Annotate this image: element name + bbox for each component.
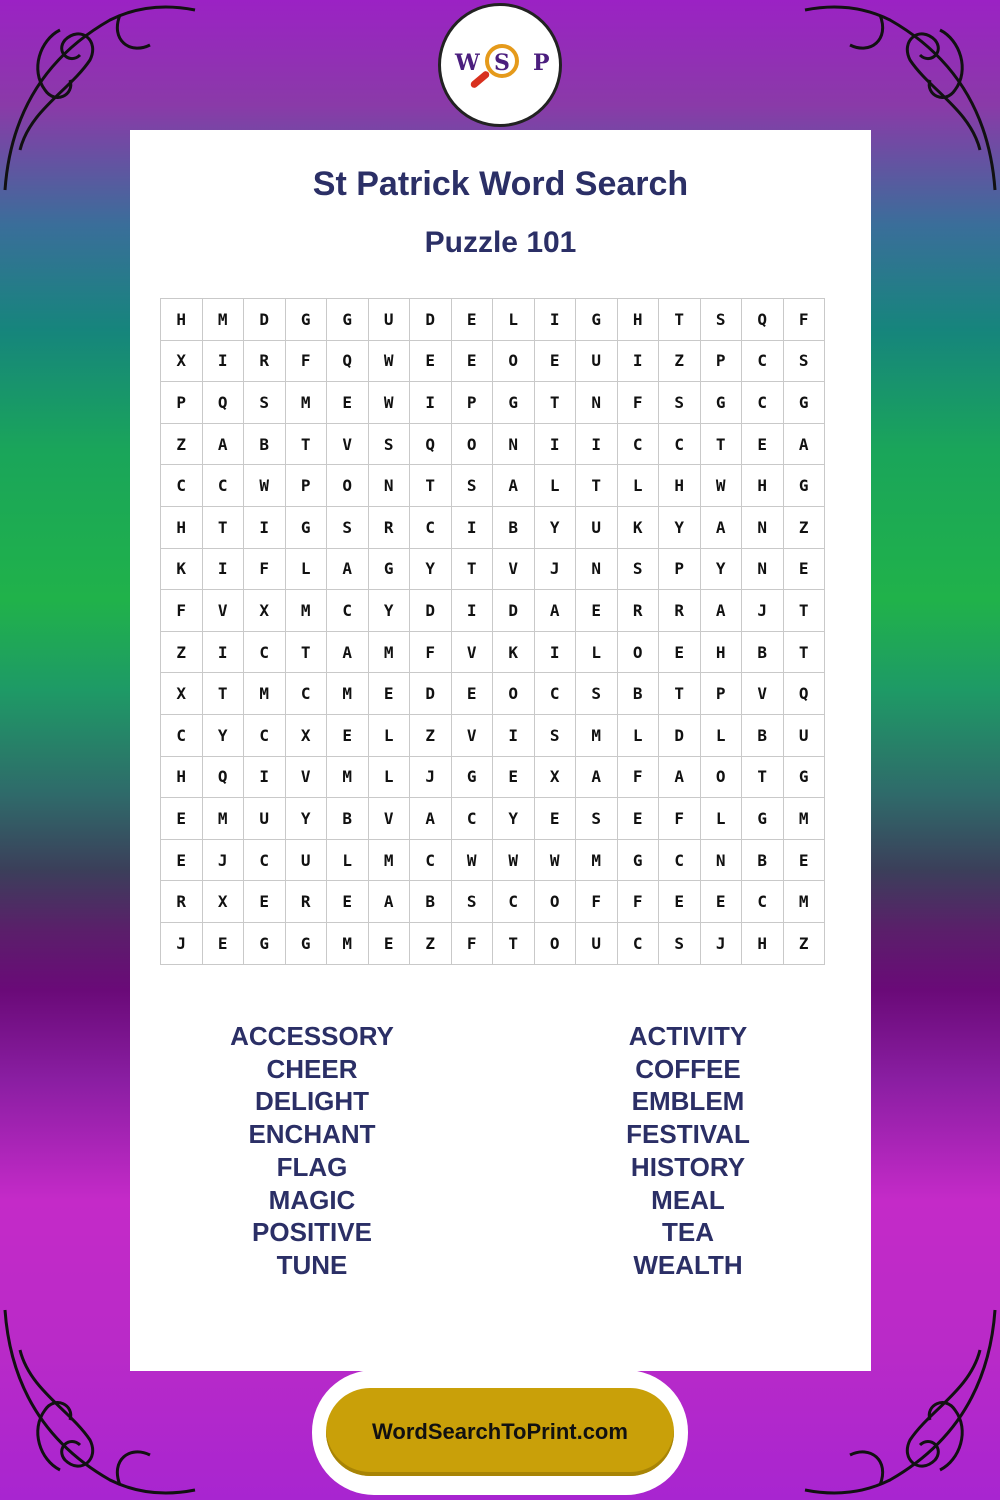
grid-cell[interactable]: X (161, 340, 203, 382)
word-list-item: FESTIVAL (626, 1119, 750, 1150)
grid-cell[interactable]: D (659, 714, 701, 756)
logo-letter-p: P (533, 50, 550, 76)
grid-cell[interactable]: Y (202, 714, 244, 756)
grid-cell[interactable]: A (576, 756, 618, 798)
word-list-item: POSITIVE (252, 1217, 372, 1248)
grid-cell[interactable]: M (576, 839, 618, 881)
word-list-item: TEA (662, 1217, 714, 1248)
grid-cell[interactable]: B (742, 714, 784, 756)
grid-cell[interactable]: S (327, 506, 369, 548)
grid-cell[interactable]: G (700, 382, 742, 424)
grid-cell[interactable]: Z (410, 922, 452, 964)
grid-cell[interactable]: B (410, 881, 452, 923)
grid-cell[interactable]: E (576, 590, 618, 632)
grid-cell[interactable]: E (368, 673, 410, 715)
grid-row (161, 922, 825, 964)
grid-cell[interactable]: M (368, 631, 410, 673)
grid-cell[interactable]: C (244, 714, 286, 756)
grid-cell[interactable]: O (493, 340, 535, 382)
website-link-button[interactable]: WordSearchToPrint.com (326, 1388, 674, 1476)
grid-cell[interactable]: T (285, 423, 327, 465)
grid-cell[interactable]: R (161, 881, 203, 923)
grid-cell[interactable]: N (576, 382, 618, 424)
grid-cell[interactable]: Q (202, 382, 244, 424)
grid-cell[interactable]: P (700, 673, 742, 715)
grid-cell[interactable]: R (659, 590, 701, 632)
grid-cell[interactable]: A (659, 756, 701, 798)
grid-cell[interactable]: U (783, 714, 825, 756)
grid-cell[interactable]: M (327, 922, 369, 964)
grid-cell[interactable]: Y (700, 548, 742, 590)
grid-cell[interactable]: G (285, 922, 327, 964)
grid-cell[interactable]: J (742, 590, 784, 632)
grid-cell[interactable]: D (244, 299, 286, 341)
grid-cell[interactable]: I (534, 299, 576, 341)
grid-cell[interactable]: T (783, 631, 825, 673)
grid-cell[interactable]: A (368, 881, 410, 923)
grid-cell[interactable]: D (493, 590, 535, 632)
grid-cell[interactable]: O (700, 756, 742, 798)
grid-cell[interactable]: X (161, 673, 203, 715)
grid-row (161, 299, 825, 341)
grid-cell[interactable]: S (244, 382, 286, 424)
word-list-item: TUNE (276, 1249, 348, 1280)
grid-cell[interactable]: Z (659, 340, 701, 382)
grid-cell[interactable]: S (576, 798, 618, 840)
grid-row (161, 423, 825, 465)
grid-cell[interactable]: L (285, 548, 327, 590)
grid-cell[interactable]: S (451, 465, 493, 507)
grid-cell[interactable]: E (161, 839, 203, 881)
grid-row (161, 839, 825, 881)
grid-cell[interactable]: X (534, 756, 576, 798)
grid-row (161, 756, 825, 798)
grid-cell[interactable]: G (285, 299, 327, 341)
grid-row (161, 714, 825, 756)
grid-cell[interactable]: I (493, 714, 535, 756)
grid-row (161, 673, 825, 715)
grid-cell[interactable]: M (327, 673, 369, 715)
grid-cell[interactable]: C (659, 423, 701, 465)
grid-cell[interactable]: J (410, 756, 452, 798)
grid-cell[interactable]: C (742, 881, 784, 923)
word-list-item: WEALTH (633, 1249, 743, 1280)
grid-cell[interactable]: F (617, 881, 659, 923)
grid-cell[interactable]: T (576, 465, 618, 507)
grid-cell[interactable]: H (742, 922, 784, 964)
grid-cell[interactable]: U (244, 798, 286, 840)
word-list-right (538, 1020, 838, 1282)
grid-cell[interactable]: I (244, 756, 286, 798)
grid-cell[interactable]: E (161, 798, 203, 840)
grid-cell[interactable]: I (534, 631, 576, 673)
grid-cell[interactable]: O (327, 465, 369, 507)
logo-letter-w: W (455, 50, 480, 76)
word-list-item: ACTIVITY (628, 1021, 748, 1051)
grid-cell[interactable]: K (493, 631, 535, 673)
grid-cell[interactable]: I (410, 382, 452, 424)
grid-cell[interactable]: P (451, 382, 493, 424)
word-list-item: CHEER (266, 1053, 358, 1084)
grid-cell[interactable]: Y (368, 590, 410, 632)
grid-cell[interactable]: R (617, 590, 659, 632)
grid-cell[interactable]: E (659, 881, 701, 923)
grid-cell[interactable]: C (659, 839, 701, 881)
grid-cell[interactable]: Z (161, 423, 203, 465)
grid-cell[interactable]: E (493, 756, 535, 798)
grid-cell[interactable]: N (742, 506, 784, 548)
grid-cell[interactable]: F (285, 340, 327, 382)
grid-cell[interactable]: G (327, 299, 369, 341)
grid-cell[interactable]: O (493, 673, 535, 715)
grid-cell[interactable]: M (202, 299, 244, 341)
grid-cell[interactable]: R (285, 881, 327, 923)
grid-cell[interactable]: L (534, 465, 576, 507)
grid-cell[interactable]: T (534, 382, 576, 424)
grid-cell[interactable]: T (659, 299, 701, 341)
grid-cell[interactable]: E (368, 922, 410, 964)
grid-cell[interactable]: U (576, 506, 618, 548)
grid-cell[interactable]: L (576, 631, 618, 673)
grid-cell[interactable]: C (327, 590, 369, 632)
grid-cell[interactable]: U (285, 839, 327, 881)
grid-cell[interactable]: O (534, 922, 576, 964)
grid-cell[interactable]: V (451, 714, 493, 756)
grid-cell[interactable]: W (368, 340, 410, 382)
grid-cell[interactable]: D (410, 590, 452, 632)
grid-cell[interactable]: M (368, 839, 410, 881)
grid-cell[interactable]: Q (783, 673, 825, 715)
grid-cell[interactable]: F (617, 756, 659, 798)
grid-cell[interactable]: B (617, 673, 659, 715)
puzzle-number: Puzzle 101 (424, 226, 577, 259)
grid-cell[interactable]: F (576, 881, 618, 923)
grid-cell[interactable]: H (700, 631, 742, 673)
grid-cell[interactable]: Q (742, 299, 784, 341)
grid-cell[interactable]: L (368, 714, 410, 756)
grid-cell[interactable]: T (700, 423, 742, 465)
grid-cell[interactable]: A (493, 465, 535, 507)
grid-cell[interactable]: E (534, 340, 576, 382)
word-list-item: HISTORY (630, 1151, 746, 1182)
grid-cell[interactable]: I (202, 631, 244, 673)
grid-cell[interactable]: E (410, 340, 452, 382)
grid-cell[interactable]: C (534, 673, 576, 715)
grid-cell[interactable]: O (534, 881, 576, 923)
grid-cell[interactable]: A (327, 548, 369, 590)
grid-cell[interactable]: G (783, 756, 825, 798)
grid-row (161, 631, 825, 673)
word-list-item: ACCESSORY (230, 1021, 394, 1051)
grid-cell[interactable]: I (451, 590, 493, 632)
grid-cell[interactable]: W (368, 382, 410, 424)
grid-cell[interactable]: M (327, 756, 369, 798)
grid-cell[interactable]: J (202, 839, 244, 881)
grid-cell[interactable]: F (244, 548, 286, 590)
grid-cell[interactable]: A (700, 506, 742, 548)
grid-cell[interactable]: F (783, 299, 825, 341)
grid-cell[interactable]: C (742, 382, 784, 424)
grid-cell[interactable]: Z (783, 506, 825, 548)
grid-cell[interactable]: C (202, 465, 244, 507)
grid-row (161, 465, 825, 507)
grid-cell[interactable]: Y (534, 506, 576, 548)
grid-cell[interactable]: C (410, 506, 452, 548)
grid-cell[interactable]: S (617, 548, 659, 590)
word-list-item: MAGIC (268, 1184, 356, 1215)
grid-cell[interactable]: T (783, 590, 825, 632)
grid-cell[interactable]: S (534, 714, 576, 756)
grid-row (161, 590, 825, 632)
grid-cell[interactable]: C (161, 465, 203, 507)
page-title: St Patrick Word Search (312, 165, 689, 203)
grid-cell[interactable]: B (742, 631, 784, 673)
grid-cell[interactable]: C (244, 839, 286, 881)
grid-cell[interactable]: C (451, 798, 493, 840)
grid-cell[interactable]: D (410, 299, 452, 341)
grid-cell[interactable]: I (244, 506, 286, 548)
grid-cell[interactable]: Q (202, 756, 244, 798)
grid-cell[interactable]: T (410, 465, 452, 507)
grid-cell[interactable]: L (368, 756, 410, 798)
grid-cell[interactable]: M (285, 590, 327, 632)
grid-cell[interactable]: N (576, 548, 618, 590)
grid-row (161, 798, 825, 840)
grid-cell[interactable]: N (493, 423, 535, 465)
word-list-item: FLAG (276, 1151, 348, 1182)
grid-cell[interactable]: H (617, 299, 659, 341)
grid-cell[interactable]: O (451, 423, 493, 465)
grid-cell[interactable]: J (534, 548, 576, 590)
word-list-item: DELIGHT (254, 1086, 370, 1117)
grid-cell[interactable]: V (327, 423, 369, 465)
grid-cell[interactable]: F (410, 631, 452, 673)
grid-cell[interactable]: R (368, 506, 410, 548)
grid-cell[interactable]: S (659, 382, 701, 424)
grid-cell[interactable]: I (451, 506, 493, 548)
grid-cell[interactable]: L (493, 299, 535, 341)
grid-cell[interactable]: C (617, 423, 659, 465)
grid-cell[interactable]: S (700, 299, 742, 341)
grid-cell[interactable]: M (285, 382, 327, 424)
grid-cell[interactable]: S (659, 922, 701, 964)
grid-cell[interactable]: H (659, 465, 701, 507)
grid-cell[interactable]: V (493, 548, 535, 590)
grid-cell[interactable]: Y (285, 798, 327, 840)
grid-cell[interactable]: E (327, 881, 369, 923)
grid-cell[interactable]: L (327, 839, 369, 881)
puzzle-card (130, 130, 871, 1371)
grid-cell[interactable]: G (783, 382, 825, 424)
grid-cell[interactable]: L (700, 798, 742, 840)
grid-cell[interactable]: E (244, 881, 286, 923)
word-list-item: COFFEE (635, 1053, 741, 1084)
grid-cell[interactable]: X (202, 881, 244, 923)
grid-cell[interactable]: E (659, 631, 701, 673)
grid-cell[interactable]: T (659, 673, 701, 715)
grid-cell[interactable]: G (493, 382, 535, 424)
grid-cell[interactable]: R (244, 340, 286, 382)
grid-cell[interactable]: M (783, 798, 825, 840)
grid-cell[interactable]: U (576, 340, 618, 382)
grid-cell[interactable]: S (783, 340, 825, 382)
grid-row (161, 506, 825, 548)
word-list-item: MEAL (651, 1184, 725, 1215)
grid-cell[interactable]: W (451, 839, 493, 881)
grid-cell[interactable]: M (244, 673, 286, 715)
grid-cell[interactable]: U (368, 299, 410, 341)
grid-cell[interactable]: T (202, 506, 244, 548)
grid-cell[interactable]: L (700, 714, 742, 756)
grid-cell[interactable]: E (451, 340, 493, 382)
grid-cell[interactable]: M (783, 881, 825, 923)
grid-cell[interactable]: W (244, 465, 286, 507)
grid-cell[interactable]: I (534, 423, 576, 465)
grid-cell[interactable]: H (161, 506, 203, 548)
grid-cell[interactable]: E (742, 423, 784, 465)
grid-cell[interactable]: E (700, 881, 742, 923)
grid-cell[interactable]: H (161, 299, 203, 341)
grid-cell[interactable]: C (285, 673, 327, 715)
grid-cell[interactable]: E (327, 382, 369, 424)
grid-cell[interactable]: E (451, 299, 493, 341)
grid-cell[interactable]: F (161, 590, 203, 632)
grid-cell[interactable]: K (617, 506, 659, 548)
grid-cell[interactable]: E (534, 798, 576, 840)
grid-cell[interactable]: W (493, 839, 535, 881)
grid-cell[interactable]: I (202, 340, 244, 382)
grid-cell[interactable]: Q (410, 423, 452, 465)
grid-row (161, 340, 825, 382)
grid-cell[interactable]: E (617, 798, 659, 840)
grid-row (161, 548, 825, 590)
grid-cell[interactable]: M (202, 798, 244, 840)
grid-cell[interactable]: Z (161, 631, 203, 673)
grid-cell[interactable]: O (617, 631, 659, 673)
grid-cell[interactable]: T (742, 756, 784, 798)
grid-cell[interactable]: J (161, 922, 203, 964)
grid-cell[interactable]: G (617, 839, 659, 881)
grid-row (161, 382, 825, 424)
grid-cell[interactable]: V (451, 631, 493, 673)
grid-cell[interactable]: P (161, 382, 203, 424)
grid-cell[interactable]: S (368, 423, 410, 465)
grid-cell[interactable]: S (451, 881, 493, 923)
grid-cell[interactable]: Z (783, 922, 825, 964)
grid-cell[interactable]: P (700, 340, 742, 382)
grid-cell[interactable]: Y (410, 548, 452, 590)
grid-cell[interactable]: F (451, 922, 493, 964)
word-list-left (162, 1020, 462, 1282)
grid-cell[interactable]: G (576, 299, 618, 341)
grid-cell[interactable]: A (534, 590, 576, 632)
grid-cell[interactable]: B (327, 798, 369, 840)
grid-cell[interactable]: G (285, 506, 327, 548)
grid-cell[interactable]: W (534, 839, 576, 881)
grid-cell[interactable]: T (285, 631, 327, 673)
grid-cell[interactable]: A (202, 423, 244, 465)
grid-cell[interactable]: G (244, 922, 286, 964)
site-logo[interactable] (438, 3, 562, 127)
grid-cell[interactable]: T (493, 922, 535, 964)
grid-cell[interactable]: K (161, 548, 203, 590)
grid-cell[interactable]: C (244, 631, 286, 673)
grid-cell[interactable]: H (742, 465, 784, 507)
grid-cell[interactable]: I (576, 423, 618, 465)
grid-cell[interactable]: U (576, 922, 618, 964)
grid-cell[interactable]: E (327, 714, 369, 756)
grid-cell[interactable]: X (244, 590, 286, 632)
grid-cell[interactable]: L (617, 714, 659, 756)
grid-cell[interactable]: E (783, 548, 825, 590)
grid-cell[interactable]: H (161, 756, 203, 798)
grid-cell[interactable]: C (742, 340, 784, 382)
grid-cell[interactable]: F (617, 382, 659, 424)
grid-cell[interactable]: N (700, 839, 742, 881)
grid-cell[interactable]: Z (410, 714, 452, 756)
grid-cell[interactable]: Q (327, 340, 369, 382)
grid-cell[interactable]: A (783, 423, 825, 465)
grid-cell[interactable]: M (576, 714, 618, 756)
grid-cell[interactable]: G (742, 798, 784, 840)
grid-cell[interactable]: J (700, 922, 742, 964)
grid-cell[interactable]: V (202, 590, 244, 632)
grid-cell[interactable]: Y (493, 798, 535, 840)
grid-cell[interactable]: C (161, 714, 203, 756)
grid-cell[interactable]: F (659, 798, 701, 840)
grid-cell[interactable]: C (493, 881, 535, 923)
word-list-item: EMBLEM (631, 1086, 745, 1117)
grid-cell[interactable]: E (783, 839, 825, 881)
grid-cell[interactable]: Y (659, 506, 701, 548)
grid-cell[interactable]: T (202, 673, 244, 715)
grid-cell[interactable]: T (451, 548, 493, 590)
grid-cell[interactable]: L (617, 465, 659, 507)
grid-cell[interactable]: G (368, 548, 410, 590)
grid-cell[interactable]: D (410, 673, 452, 715)
grid-cell[interactable]: C (617, 922, 659, 964)
grid-cell[interactable]: E (451, 673, 493, 715)
grid-cell[interactable]: N (742, 548, 784, 590)
grid-cell[interactable]: B (742, 839, 784, 881)
grid-cell[interactable]: V (368, 798, 410, 840)
letter-grid (160, 298, 825, 965)
grid-cell[interactable]: P (659, 548, 701, 590)
grid-cell[interactable]: A (700, 590, 742, 632)
grid-cell[interactable]: B (244, 423, 286, 465)
grid-cell[interactable]: S (576, 673, 618, 715)
grid-cell[interactable]: W (700, 465, 742, 507)
grid-cell[interactable]: A (327, 631, 369, 673)
grid-cell[interactable]: A (410, 798, 452, 840)
grid-cell[interactable]: V (742, 673, 784, 715)
grid-cell[interactable]: I (202, 548, 244, 590)
grid-cell[interactable]: B (493, 506, 535, 548)
grid-cell[interactable]: N (368, 465, 410, 507)
grid-cell[interactable]: G (783, 465, 825, 507)
grid-cell[interactable]: V (285, 756, 327, 798)
grid-cell[interactable]: E (202, 922, 244, 964)
grid-cell[interactable]: X (285, 714, 327, 756)
word-list-item: ENCHANT (248, 1119, 376, 1150)
grid-cell[interactable]: C (410, 839, 452, 881)
grid-cell[interactable]: I (617, 340, 659, 382)
grid-cell[interactable]: G (451, 756, 493, 798)
grid-cell[interactable]: P (285, 465, 327, 507)
logo-letter-s: S (494, 50, 510, 76)
grid-row (161, 881, 825, 923)
